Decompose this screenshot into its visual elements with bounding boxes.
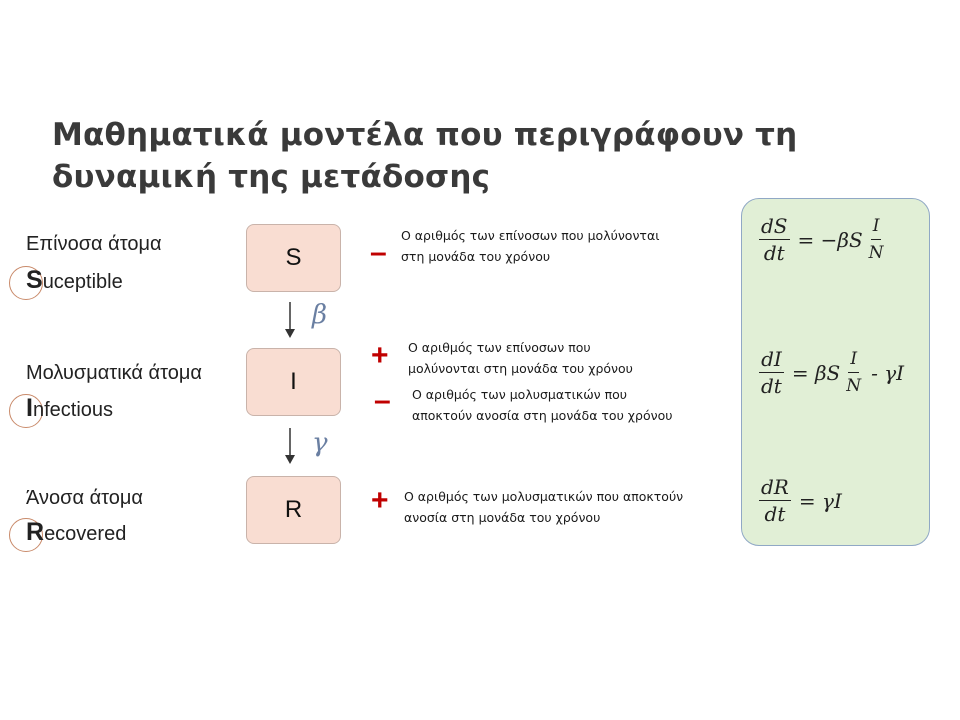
description-i-minus [412, 384, 672, 426]
equation-dr-dt [755, 476, 842, 525]
rate-beta: β [312, 300, 328, 330]
derivative-den-dt-2: dt [761, 374, 782, 398]
label-infectious-rest: nfectious [32, 399, 114, 421]
derivative-num-dr: dR [761, 475, 789, 499]
derivative-num-ds: dS [761, 214, 788, 238]
description-i-plus-line1: Ο αριθμός των επίνοσων που [408, 340, 591, 355]
arrow-s-to-i [284, 302, 296, 338]
fraction-i-over-n [867, 215, 886, 264]
sign-plus-i: + [371, 339, 389, 372]
fraction-i-over-n-2 [844, 348, 863, 397]
label-recovered-rest: ecovered [44, 523, 127, 545]
equation-ds-rhs: = −βS [797, 227, 863, 252]
fraction-den-n: N [868, 243, 884, 263]
sign-minus-s: – [370, 236, 387, 269]
derivative-num-di: dI [761, 347, 782, 371]
initial-i: I [26, 394, 33, 422]
label-recovered-english [26, 518, 126, 547]
description-s-minus-line2: στη μονάδα του χρόνου [401, 249, 551, 264]
description-s-minus [401, 225, 659, 267]
equation-di-rhs-tail: - γI [871, 360, 905, 385]
label-infectious-english [26, 394, 113, 423]
derivative-den-dt-3: dt [764, 502, 786, 526]
fraction-num-i-2: I [848, 348, 859, 373]
equation-ds-dt [755, 215, 890, 264]
derivative-ds-dt [759, 215, 790, 264]
fraction-num-i: I [871, 215, 882, 240]
label-recovered-greek: Άνοσα άτομα [26, 487, 143, 509]
derivative-dr-dt [759, 476, 791, 525]
equation-di-rhs: = βS [791, 360, 841, 385]
label-susceptible-rest: uceptible [42, 271, 123, 293]
arrow-i-to-r [284, 428, 296, 464]
equation-dr-rhs: = γI [798, 488, 842, 513]
sign-plus-r: + [371, 484, 389, 517]
description-i-plus [408, 337, 633, 379]
rate-gamma: γ [312, 428, 328, 458]
slide-title [52, 114, 852, 198]
label-infectious-greek: Μολυσματικά άτομα [26, 362, 202, 384]
compartment-box-r: R [246, 476, 341, 544]
initial-r: R [26, 518, 45, 546]
description-r-plus-line1: Ο αριθμός των μολυσματικών που αποκτούν [404, 489, 684, 504]
label-susceptible-english [26, 266, 123, 295]
fraction-den-n-2: N [846, 376, 862, 396]
description-i-minus-line2: αποκτούν ανοσία στη μονάδα του χρόνου [412, 408, 673, 423]
derivative-di-dt [759, 348, 784, 397]
slide-title-line1: Μαθηματικά μοντέλα που περιγράφουν τη [52, 117, 798, 153]
description-i-plus-line2: μολύνονται στη μονάδα του χρόνου [408, 361, 633, 376]
compartment-box-s: S [246, 224, 341, 292]
description-r-plus [404, 486, 683, 528]
initial-s: S [26, 266, 43, 294]
label-susceptible-greek: Επίνοσα άτομα [26, 233, 162, 255]
description-s-minus-line1: Ο αριθμός των επίνοσων που μολύνονται [401, 228, 660, 243]
slide-title-line2: δυναμική της μετάδοσης [52, 159, 491, 195]
derivative-den-dt: dt [763, 241, 785, 265]
description-i-minus-line1: Ο αριθμός των μολυσματικών που [412, 387, 628, 402]
compartment-box-i: I [246, 348, 341, 416]
sign-minus-i: – [374, 384, 391, 417]
description-r-plus-line2: ανοσία στη μονάδα του χρόνου [404, 510, 601, 525]
equation-di-dt [755, 348, 904, 397]
